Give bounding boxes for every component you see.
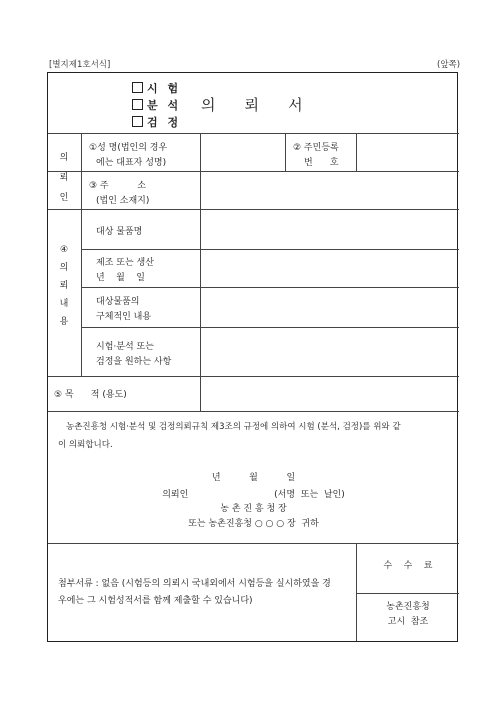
alt-recipient-line: 또는 농촌진흥청 ○ ○ ○ 장 귀하 xyxy=(188,519,319,529)
id-number-field[interactable] xyxy=(357,134,458,171)
name-field[interactable] xyxy=(201,134,285,171)
date-line: 년 월 일 xyxy=(211,473,296,483)
divider xyxy=(356,593,459,594)
option-inspection[interactable]: 검 정 xyxy=(132,114,181,130)
form-number: [별지제1호서식] xyxy=(49,60,111,70)
purpose-label: ⑤ 목 적 (용도) xyxy=(54,390,127,400)
production-date-field[interactable] xyxy=(201,250,458,287)
applicant-section-label: 의 뢰 인 xyxy=(59,153,69,203)
item-details-label: 대상물품의 xyxy=(96,297,140,307)
id-number-label-sub: 번 호 xyxy=(304,158,339,168)
item-details-field[interactable] xyxy=(201,288,458,327)
checkbox-icon[interactable] xyxy=(132,116,143,127)
purpose-field[interactable] xyxy=(201,377,458,411)
name-label-sub: 에는 대표자 성명) xyxy=(96,158,167,168)
address-label: ③ 주 소 xyxy=(89,181,146,191)
address-field[interactable] xyxy=(201,172,458,209)
divider xyxy=(48,411,459,412)
divider xyxy=(48,543,459,544)
option-test[interactable]: 시 험 xyxy=(132,80,181,96)
fee-value-sub: 고시 참조 xyxy=(387,617,429,627)
divider xyxy=(285,133,286,171)
item-details-label-sub: 구체적인 내용 xyxy=(96,312,152,322)
request-form xyxy=(47,72,458,642)
page-side-label: (앞쪽) xyxy=(437,60,461,70)
address-label-sub: (법인 소재지) xyxy=(96,196,150,206)
desired-items-label: 시험·분석 또는 xyxy=(96,342,154,352)
form-title: 의 뢰 서 xyxy=(201,96,305,114)
desired-items-label-sub: 검정을 원하는 사항 xyxy=(96,357,172,367)
applicant-signature-line: 의뢰인 (서명 또는 날인) xyxy=(162,490,345,500)
fee-value: 농촌진흥청 xyxy=(386,602,430,612)
checkbox-icon[interactable] xyxy=(132,99,143,110)
attachment-note: 첨부서류 : 없음 (시험등의 의뢰시 국내외에서 시험등을 실시하였을 경 xyxy=(58,579,331,589)
name-label: ①성 명(법인의 경우 xyxy=(89,143,168,153)
option-analysis[interactable]: 분 석 xyxy=(132,97,181,113)
production-date-label: 제조 또는 생산 xyxy=(96,258,154,268)
attachment-note-sub: 우에는 그 시험성적서를 함께 제출할 수 있습니다) xyxy=(58,596,253,606)
desired-items-field[interactable] xyxy=(201,328,458,376)
fee-label: 수 수 료 xyxy=(383,561,433,571)
divider xyxy=(81,133,82,376)
production-date-label-sub: 년 월 일 xyxy=(96,273,145,283)
id-number-label: ② 주민등록 xyxy=(293,143,339,153)
item-name-field[interactable] xyxy=(201,210,458,249)
request-statement: 농촌진흥청 시험·분석 및 검정의뢰규칙 제3조의 규정에 의하여 시험 (분석, 검정)를 위와 같 이 의뢰합니다. xyxy=(58,422,401,450)
recipient-line: 농 촌 진 흥 청 장 xyxy=(220,504,287,514)
item-name-label: 대상 물품명 xyxy=(96,227,143,237)
checkbox-icon[interactable] xyxy=(132,82,143,93)
request-section-label: ④ 의 뢰 내 용 xyxy=(59,245,69,327)
